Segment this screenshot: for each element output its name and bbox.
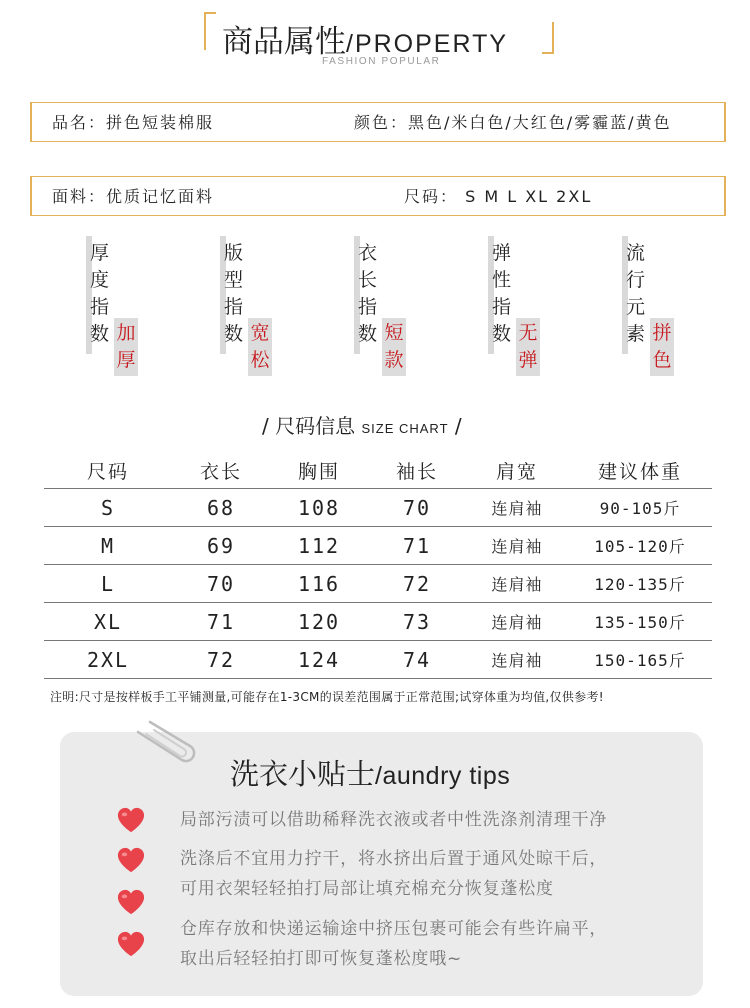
page-title-en: PROPERTY xyxy=(354,30,509,58)
cell-sleeve: 70 xyxy=(368,489,466,527)
cell-weight: 135-150斤 xyxy=(568,603,712,641)
cell-sleeve: 73 xyxy=(368,603,466,641)
cell-size: XL xyxy=(44,603,172,641)
laundry-title-cn: 洗衣小贴士 xyxy=(230,757,376,791)
col-header: 尺码 xyxy=(44,452,172,489)
cell-chest: 120 xyxy=(270,603,368,641)
cell-weight: 150-165斤 xyxy=(568,641,712,679)
product-name: 品名：拼色短装棉服 xyxy=(52,113,215,132)
table-row xyxy=(44,641,712,679)
laundry-title xyxy=(230,752,510,793)
cell-length: 68 xyxy=(172,489,270,527)
paperclip-icon xyxy=(130,716,200,766)
cell-shoulder: 连肩袖 xyxy=(466,641,568,679)
index-trend xyxy=(622,236,682,382)
index-value: 无弹 xyxy=(516,318,540,376)
divider xyxy=(32,215,724,216)
cell-length: 71 xyxy=(172,603,270,641)
cell-size: L xyxy=(44,565,172,603)
divider xyxy=(32,102,724,103)
col-header: 衣长 xyxy=(172,452,270,489)
heart-icon xyxy=(116,846,146,874)
product-colors: 颜色：黑色/米白色/大红色/雾霾蓝/黄色 xyxy=(354,113,672,132)
cell-size: M xyxy=(44,527,172,565)
page-title xyxy=(222,16,508,61)
cell-sleeve: 72 xyxy=(368,565,466,603)
slash-right: / xyxy=(454,414,462,438)
product-sizes: 尺码： S M L XL 2XL xyxy=(404,187,593,206)
divider xyxy=(32,141,724,142)
index-value: 短款 xyxy=(382,318,406,376)
index-label: 弹性指数 xyxy=(492,242,512,345)
page-title-cn: 商品属性 xyxy=(222,24,346,60)
header-bracket-left xyxy=(204,12,216,50)
cell-shoulder: 连肩袖 xyxy=(466,565,568,603)
col-header: 胸围 xyxy=(270,452,368,489)
property-row-1 xyxy=(30,102,726,142)
index-thickness xyxy=(86,236,146,382)
size-note: 注明:尺寸是按样板手工平铺测量,可能存在1-3CM的误差范围属于正常范围;试穿体重为均值,仅供参考! xyxy=(50,690,604,704)
size-chart-title xyxy=(262,410,462,439)
index-value: 拼色 xyxy=(650,318,674,376)
index-value: 加厚 xyxy=(114,318,138,376)
table-header-row xyxy=(44,452,712,489)
index-label: 版型指数 xyxy=(224,242,244,345)
table-row xyxy=(44,565,712,603)
tip-line: 洗涤后不宜用力拧干，将水挤出后置于通风处晾干后， xyxy=(180,849,608,869)
size-table xyxy=(44,452,712,679)
cell-length: 72 xyxy=(172,641,270,679)
index-fit xyxy=(220,236,280,382)
cell-chest: 116 xyxy=(270,565,368,603)
cell-chest: 124 xyxy=(270,641,368,679)
cell-size: S xyxy=(44,489,172,527)
heart-icon xyxy=(116,888,146,916)
index-value: 宽松 xyxy=(248,318,272,376)
property-row-2 xyxy=(30,176,726,216)
cell-sleeve: 74 xyxy=(368,641,466,679)
cell-sleeve: 71 xyxy=(368,527,466,565)
page-title-slash: / xyxy=(346,30,355,58)
cell-length: 70 xyxy=(172,565,270,603)
index-label: 衣长指数 xyxy=(358,242,378,345)
cell-weight: 105-120斤 xyxy=(568,527,712,565)
table-row xyxy=(44,527,712,565)
index-elasticity xyxy=(488,236,548,382)
col-header: 袖长 xyxy=(368,452,466,489)
slash-left: / xyxy=(262,414,269,438)
table-row xyxy=(44,489,712,527)
cell-chest: 112 xyxy=(270,527,368,565)
divider xyxy=(32,176,724,177)
cell-shoulder: 连肩袖 xyxy=(466,603,568,641)
heart-icon xyxy=(116,806,146,834)
size-chart-title-en: SIZE CHART xyxy=(361,421,449,436)
header-bracket-right xyxy=(542,22,554,54)
table-row xyxy=(44,603,712,641)
index-label: 流行元素 xyxy=(626,242,646,345)
product-fabric: 面料：优质记忆面料 xyxy=(52,187,215,206)
page-subtitle: FASHION POPULAR xyxy=(322,56,441,67)
cell-weight: 120-135斤 xyxy=(568,565,712,603)
tip-line: 局部污渍可以借助稀释洗衣液或者中性洗涤剂清理干净 xyxy=(180,810,608,830)
cell-length: 69 xyxy=(172,527,270,565)
col-header: 肩宽 xyxy=(466,452,568,489)
heart-icon xyxy=(116,930,146,958)
cell-size: 2XL xyxy=(44,641,172,679)
tip-line: 仓库存放和快递运输途中挤压包裹可能会有些许扁平， xyxy=(180,919,608,939)
index-label: 厚度指数 xyxy=(90,242,110,345)
tip-line: 可用衣架轻轻拍打局部让填充棉充分恢复蓬松度 xyxy=(180,879,554,899)
index-length xyxy=(354,236,414,382)
cell-shoulder: 连肩袖 xyxy=(466,527,568,565)
cell-chest: 108 xyxy=(270,489,368,527)
cell-shoulder: 连肩袖 xyxy=(466,489,568,527)
cell-weight: 90-105斤 xyxy=(568,489,712,527)
col-header: 建议体重 xyxy=(568,452,712,489)
size-chart-title-cn: 尺码信息 xyxy=(275,414,356,438)
tip-line: 取出后轻轻拍打即可恢复蓬松度哦~ xyxy=(180,949,463,969)
laundry-title-en: /aundry tips xyxy=(375,762,511,790)
